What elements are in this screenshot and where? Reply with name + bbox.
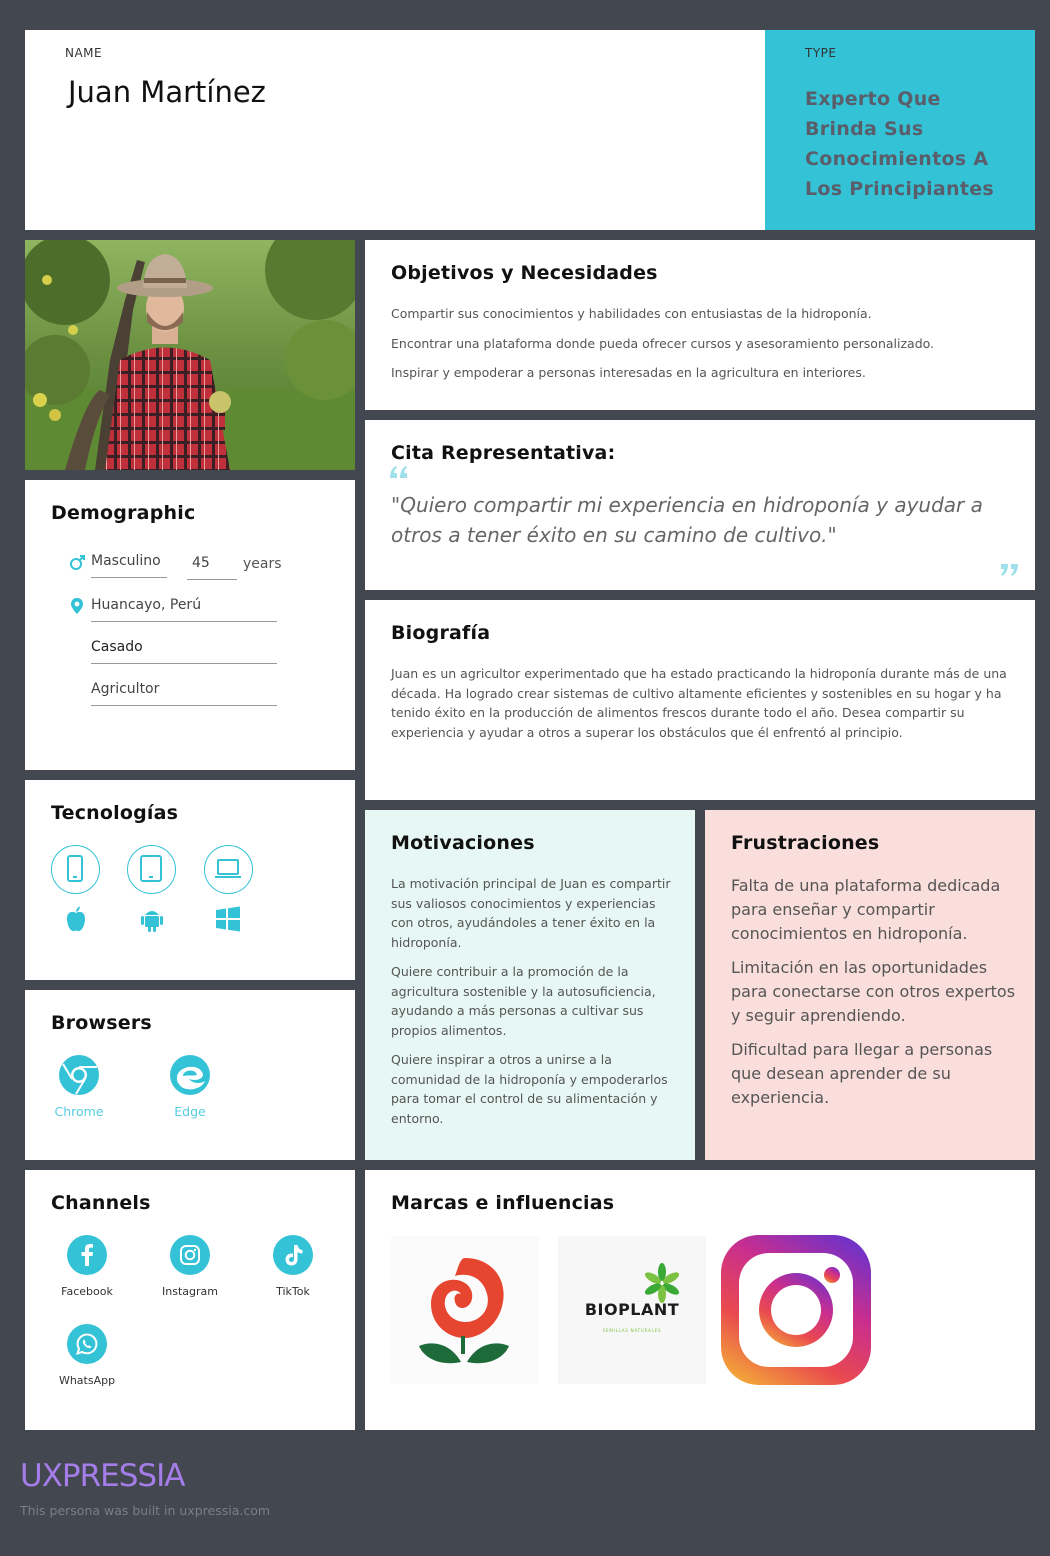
quote-title: Cita Representativa: bbox=[391, 442, 616, 464]
whatsapp-icon[interactable] bbox=[67, 1324, 107, 1364]
motivation-item: Quiere inspirar a otros a unirse a la comunidad de la hidroponía y empoderarlos para tomar el control de su alimentación y entorno. bbox=[391, 1052, 668, 1126]
frustration-item: Falta de una plataforma dedicada para enseñar y compartir conocimientos en hidroponía. bbox=[731, 876, 1001, 943]
biography-text: Juan es un agricultor experimentado que ha estado practicando la hidroponía durante más de una década. Ha logrado crear sistemas de cultivo altamente eficientes y sostenibles en su hogar y ha tenido éxito en la producción de alimentos frescos durante todo el año. Desea compartir su experiencia y ayudar a otros a superar los obstáculos que él enfrentó al principio. bbox=[391, 666, 1007, 740]
location-field[interactable] bbox=[91, 594, 277, 622]
goals-title: Objetivos y Necesidades bbox=[391, 262, 658, 284]
edge-icon[interactable] bbox=[169, 1054, 211, 1100]
gender-field[interactable] bbox=[91, 550, 167, 578]
browsers-title: Browsers bbox=[51, 1012, 152, 1034]
motivations-title: Motivaciones bbox=[391, 832, 535, 854]
marital-status-value: Casado bbox=[91, 639, 143, 655]
male-gender-icon bbox=[69, 553, 87, 578]
persona-photo bbox=[25, 240, 355, 470]
frustrations-title: Frustraciones bbox=[731, 832, 880, 854]
technologies-card bbox=[25, 780, 355, 980]
close-quote-icon bbox=[999, 562, 1019, 581]
open-quote-icon bbox=[389, 464, 409, 483]
instagram-label: Instagram bbox=[162, 1285, 218, 1298]
facebook-icon[interactable] bbox=[67, 1235, 107, 1275]
bioplant-logo[interactable] bbox=[558, 1236, 706, 1384]
goal-item: Compartir sus conocimientos y habilidades con entusiastas de la hidroponía. bbox=[391, 306, 872, 321]
frustrations-list bbox=[731, 874, 1016, 1110]
uxpressia-logo[interactable]: UXPRESSIA bbox=[20, 1458, 185, 1494]
tablet-icon[interactable] bbox=[127, 845, 176, 894]
goals-list bbox=[391, 304, 1011, 383]
brands-card bbox=[365, 1170, 1035, 1430]
motivations-card bbox=[365, 810, 695, 1160]
bioplant-name: BIOPLANT bbox=[584, 1300, 680, 1319]
type-label: TYPE bbox=[805, 46, 837, 60]
frustrations-card bbox=[705, 810, 1035, 1160]
motivations-list bbox=[391, 874, 676, 1128]
motivation-item: La motivación principal de Juan es compartir sus valiosos conocimientos y experiencias con otros, ayudándoles a tener éxito en la hidroponía. bbox=[391, 876, 671, 950]
name-label: NAME bbox=[65, 46, 103, 60]
instagram-logo[interactable] bbox=[721, 1235, 871, 1385]
whatsapp-label: WhatsApp bbox=[58, 1374, 116, 1387]
channels-title: Channels bbox=[51, 1192, 151, 1214]
goal-item: Inspirar y empoderar a personas interesadas en la agricultura en interiores. bbox=[391, 365, 866, 380]
biography-card bbox=[365, 600, 1035, 800]
gender-value: Masculino bbox=[91, 553, 161, 569]
brands-title: Marcas e influencias bbox=[391, 1192, 615, 1214]
demographic-title: Demographic bbox=[51, 502, 196, 524]
apple-icon bbox=[64, 905, 88, 937]
age-field[interactable] bbox=[187, 552, 237, 580]
bioplant-tagline: SEMILLAS NATURALES bbox=[602, 1328, 662, 1333]
marital-status-field[interactable] bbox=[91, 636, 277, 664]
demographic-card bbox=[25, 480, 355, 770]
age-value: 45 bbox=[192, 555, 210, 571]
location-value: Huancayo, Perú bbox=[91, 597, 202, 613]
channels-card bbox=[25, 1170, 355, 1430]
biography-title: Biografía bbox=[391, 622, 491, 644]
age-unit: years bbox=[243, 556, 282, 572]
type-card bbox=[765, 30, 1035, 230]
goal-item: Encontrar una plataforma donde pueda ofrecer cursos y asesoramiento personalizado. bbox=[391, 335, 935, 351]
chrome-label: Chrome bbox=[54, 1104, 104, 1119]
red-flower-logo[interactable] bbox=[391, 1236, 539, 1384]
occupation-field[interactable] bbox=[91, 678, 277, 706]
facebook-label: Facebook bbox=[61, 1285, 113, 1298]
laptop-icon[interactable] bbox=[204, 845, 253, 894]
tiktok-label: TikTok bbox=[276, 1285, 310, 1298]
footer-note: This persona was built in uxpressia.com bbox=[20, 1503, 271, 1518]
motivation-item: Quiere contribuir a la promoción de la agricultura sostenible y la autosuficiencia, ayudando a más personas a cultivar sus propios alimentos. bbox=[391, 964, 656, 1038]
occupation-value: Agricultor bbox=[91, 681, 160, 697]
technologies-title: Tecnologías bbox=[51, 802, 179, 824]
persona-type[interactable]: Experto Que Brinda Sus Conocimientos A Los Principiantes bbox=[805, 88, 995, 200]
tiktok-icon[interactable] bbox=[273, 1235, 313, 1275]
persona-name[interactable]: Juan Martínez bbox=[68, 75, 266, 109]
goals-card bbox=[365, 240, 1035, 410]
chrome-icon[interactable] bbox=[58, 1054, 100, 1100]
android-icon bbox=[140, 905, 164, 937]
farmer-photo-illustration bbox=[25, 240, 355, 470]
windows-icon bbox=[215, 905, 241, 937]
quote-text: "Quiero compartir mi experiencia en hidroponía y ayudar a otros a tener éxito en su camino de cultivo." bbox=[391, 493, 983, 547]
browsers-card bbox=[25, 990, 355, 1160]
frustration-item: Limitación en las oportunidades para conectarse con otros expertos y seguir aprendiendo. bbox=[731, 958, 1016, 1025]
quote-card bbox=[365, 420, 1035, 590]
name-card bbox=[25, 30, 765, 230]
edge-label: Edge bbox=[174, 1104, 206, 1119]
location-pin-icon bbox=[69, 597, 85, 622]
frustration-item: Dificultad para llegar a personas que desean aprender de su experiencia. bbox=[731, 1040, 993, 1107]
instagram-icon[interactable] bbox=[170, 1235, 210, 1275]
phone-icon[interactable] bbox=[51, 845, 100, 894]
